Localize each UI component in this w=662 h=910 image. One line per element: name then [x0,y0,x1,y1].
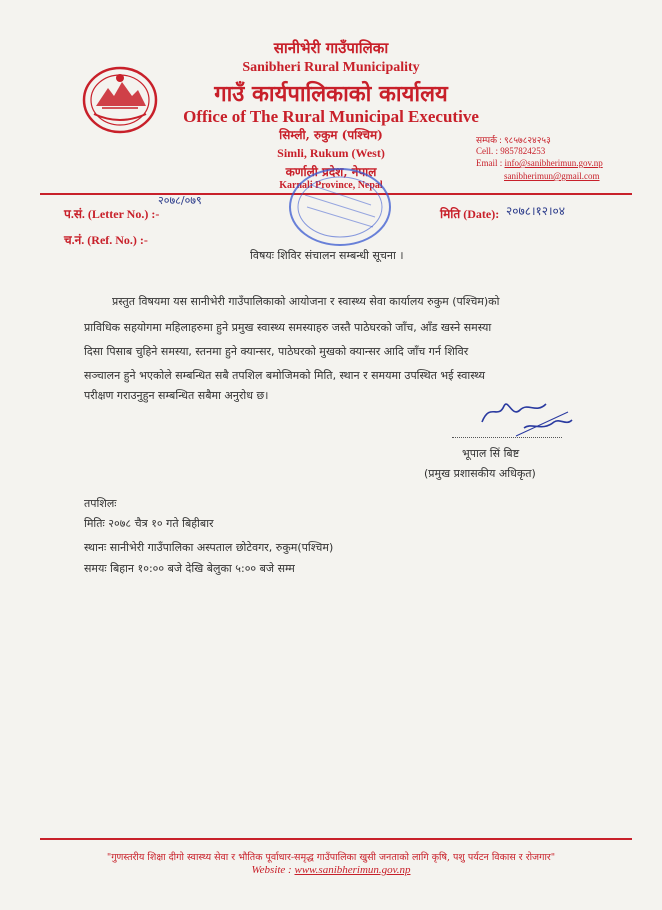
header-en-province: Karnali Province, Nepal [279,180,383,191]
footer-divider [40,838,632,840]
date-label: मिति (Date): [440,207,500,221]
details-heading: तपशिलः [84,497,117,510]
website-label: Website : [251,864,295,876]
para-line-3: दिसा पिसाब चुहिने समस्या, स्तनमा हुने क्यान्सर, पाठेघरको मुखको क्यान्सर आदि जाँच गर्न शिविर [84,345,469,358]
ref-no-label: च.नं. (Ref. No.) :- [64,233,148,247]
office-stamp [285,165,395,250]
email-link-2[interactable]: sanibherimun@gmail.com [504,171,600,181]
details-date: मितिः २०७८ चैत्र १० गते बिहीबार [84,517,214,530]
header-np-name: सानीभेरी गाउँपालिका [273,39,389,57]
letter-no-label: प.सं. (Letter No.) :- [64,207,160,221]
para-line-1: प्रस्तुत विषयमा यस सानीभेरी गाउँपालिकाको आयोजना र स्वास्थ्य सेवा कार्यालय रुकुम (पश्चिम)को [112,295,500,308]
header-en-office: Office of The Rural Municipal Executive [183,107,479,126]
contact-email-2 [504,171,600,181]
header-en-name: Sanibheri Rural Municipality [242,60,420,75]
para-line-2: प्राविधिक सहयोगमा महिलाहरुमा हुने प्रमुख स्वास्थ्य समस्याहरु जस्तै पाठेघरको जाँच, आँड खस्ने समस्या [84,321,492,334]
para-line-4: सञ्चालन हुने भएकोले सम्बन्धित सबै तपशिल बमोजिमको मिति, स्थान र समयमा उपस्थित भई स्वास्थ्य [84,369,485,382]
letter-no-value: २०७८/०७९ [158,194,202,207]
signature-dots [452,437,562,438]
details-place: स्थानः सानीभेरी गाउँपालिका अस्पताल छोटेवगर, रुकुम(पश्चिम) [84,541,334,554]
header-np-address: सिम्ली, रुकुम (पश्चिम) [279,128,383,142]
para-line-5: परीक्षण गराउनुहुन सम्बन्धित सबैमा अनुरोध छ। [84,389,269,402]
email-label: Email : [476,158,505,168]
email-link-1[interactable]: info@sanibherimun.gov.np [504,158,603,168]
subject-line: विषयः शिविर संचालन सम्बन्धी सूचना । [250,249,404,262]
header-np-office: गाउँ कार्यपालिकाको कार्यालय [214,81,448,107]
footer-website [0,864,662,876]
contact-email [476,158,603,168]
signatory-name: भूपाल सिं बिष्ट [462,447,520,460]
contact-phone: सम्पर्क : ९८५७८२४२५३ [476,135,551,145]
signatory-title: (प्रमुख प्रशासकीय अधिकृत) [424,467,536,480]
website-link[interactable]: www.sanibherimun.gov.np [294,864,411,876]
handwritten-signature [476,392,576,452]
header-en-address: Simli, Rukum (West) [277,146,385,160]
contact-cell: Cell. : 9857824253 [476,146,546,156]
header-np-province: कर्णाली प्रदेश, नेपाल [285,165,377,179]
date-value: २०७८।१२।०४ [506,204,566,218]
footer-slogan: "गुणस्तरीय शिक्षा दीगो स्वास्थ्य सेवा र भौतिक पूर्वाधार-समृद्ध गाउँपालिका खुसी जनताको लागि कृषि, पशु पर्यटन विकास र रोजगार" [106,852,556,863]
details-time: समयः बिहान १०:०० बजे देखि बेलुका ५:०० बजे सम्म [84,562,295,575]
